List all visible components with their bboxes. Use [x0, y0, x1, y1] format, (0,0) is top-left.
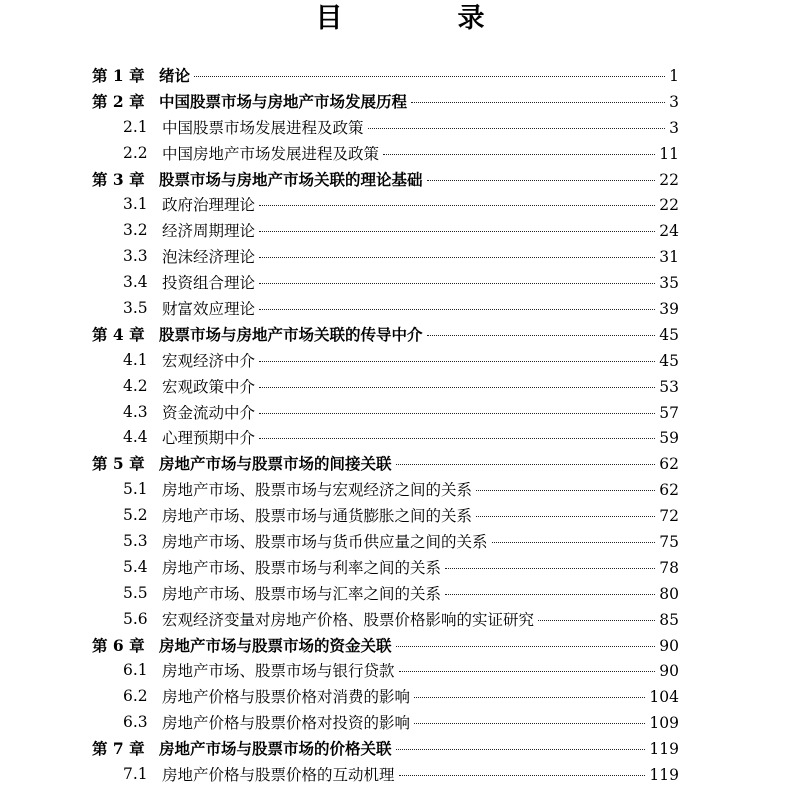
dot-leader	[492, 542, 656, 543]
toc-entry-title: 房地产市场、股票市场与货币供应量之间的关系	[162, 532, 488, 551]
toc-entry-page-number: 62	[659, 455, 679, 474]
toc-entry-number: 5.5	[123, 583, 148, 602]
toc-entry-number: 第 3 章	[92, 169, 145, 189]
toc-section-entry[interactable]	[0, 399, 800, 425]
toc-entry-number: 5.2	[123, 506, 148, 525]
toc-entry-line	[162, 193, 679, 215]
toc-entry-page-number: 80	[659, 584, 679, 603]
toc-chapter-entry[interactable]	[0, 88, 800, 114]
toc-entry-title: 股票市场与房地产市场关联的传导中介	[159, 324, 423, 344]
dot-leader	[396, 464, 656, 465]
toc-entry-line	[162, 504, 679, 526]
dot-leader	[259, 205, 655, 206]
toc-entry-page-number: 39	[659, 299, 679, 318]
toc-entry-number: 5.3	[123, 531, 148, 550]
toc-section-entry[interactable]	[0, 709, 800, 735]
toc-entry-title: 资金流动中介	[162, 403, 256, 422]
toc-entry-number: 2.2	[123, 143, 148, 162]
toc-section-entry[interactable]	[0, 243, 800, 269]
toc-section-entry[interactable]	[0, 269, 800, 295]
toc-entry-title: 房地产市场、股票市场与利率之间的关系	[162, 558, 442, 577]
toc-entry-line	[162, 349, 679, 371]
toc-entry-title: 政府治理理论	[162, 196, 256, 215]
toc-chapter-entry[interactable]	[0, 166, 800, 192]
toc-entry-line	[162, 271, 679, 293]
dot-leader	[396, 749, 646, 750]
toc-entry-title: 房地产市场与股票市场的资金关联	[159, 635, 392, 655]
toc-entry-line	[162, 685, 679, 707]
toc-entry-title: 房地产市场、股票市场与宏观经济之间的关系	[162, 481, 473, 500]
toc-entry-page-number: 90	[659, 636, 679, 655]
toc-entry-title: 股票市场与房地产市场关联的理论基础	[159, 169, 423, 189]
toc-section-entry[interactable]	[0, 476, 800, 502]
toc-entry-number: 3.2	[123, 221, 148, 240]
toc-entry-line	[159, 452, 679, 474]
dot-leader	[445, 594, 655, 595]
toc-section-entry[interactable]	[0, 114, 800, 140]
toc-entry-page-number: 75	[659, 532, 679, 551]
toc-entry-title: 泡沫经济理论	[162, 248, 256, 267]
toc-entry-title: 房地产价格与股票价格对消费的影响	[162, 688, 411, 707]
toc-entry-page-number: 31	[659, 248, 679, 267]
toc-section-entry[interactable]	[0, 217, 800, 243]
toc-entry-number: 第 1 章	[92, 65, 145, 85]
dot-leader	[538, 620, 655, 621]
toc-section-entry[interactable]	[0, 347, 800, 373]
toc-entry-line	[162, 478, 679, 500]
toc-entry-page-number: 119	[649, 765, 679, 784]
toc-entry-number: 3.1	[123, 195, 148, 214]
toc-entry-number: 3.3	[123, 247, 148, 266]
dot-leader	[414, 723, 645, 724]
dot-leader	[399, 671, 656, 672]
dot-leader	[259, 309, 655, 310]
toc-entry-page-number: 53	[659, 377, 679, 396]
dot-leader	[259, 257, 655, 258]
toc-entry-title: 房地产市场、股票市场与汇率之间的关系	[162, 584, 442, 603]
toc-entry-line	[159, 64, 679, 86]
dot-leader	[259, 438, 655, 439]
toc-entry-line	[162, 219, 679, 241]
toc-entry-line	[162, 582, 679, 604]
toc-entry-number: 第 7 章	[92, 739, 145, 759]
toc-entry-page-number: 85	[659, 610, 679, 629]
toc-entry-number: 5.6	[123, 609, 148, 628]
toc-section-entry[interactable]	[0, 580, 800, 606]
toc-entry-title: 绪论	[159, 65, 191, 85]
dot-leader	[414, 697, 645, 698]
toc-section-entry[interactable]	[0, 295, 800, 321]
dot-leader	[411, 102, 665, 103]
toc-entry-title: 心理预期中介	[162, 429, 256, 448]
toc-entry-title: 房地产市场、股票市场与通货膨胀之间的关系	[162, 507, 473, 526]
dot-leader	[383, 154, 655, 155]
toc-entry-page-number: 57	[659, 403, 679, 422]
toc-entry-number: 第 6 章	[92, 635, 145, 655]
toc-section-entry[interactable]	[0, 373, 800, 399]
page-title: 目 录	[315, 3, 529, 34]
toc-section-entry[interactable]	[0, 528, 800, 554]
toc-entry-title: 财富效应理论	[162, 299, 256, 318]
toc-entry-line	[159, 323, 679, 345]
toc-entry-title: 中国房地产市场发展进程及政策	[162, 144, 380, 163]
toc-entry-number: 5.4	[123, 557, 148, 576]
toc-section-entry[interactable]	[0, 657, 800, 683]
toc-entry-title: 房地产市场与股票市场的价格关联	[159, 739, 392, 759]
dot-leader	[368, 128, 665, 129]
toc-entry-line	[162, 711, 679, 733]
dot-leader	[476, 490, 655, 491]
toc-entry-line	[162, 116, 679, 138]
toc-entry-page-number: 109	[649, 714, 679, 733]
dot-leader	[445, 568, 655, 569]
dot-leader	[259, 387, 655, 388]
toc-entry-line	[159, 634, 679, 656]
toc-entry-line	[162, 297, 679, 319]
toc-entry-line	[162, 401, 679, 423]
dot-leader	[427, 180, 656, 181]
toc-entry-page-number: 45	[659, 325, 679, 344]
toc-entry-number: 4.4	[123, 428, 148, 447]
toc-entry-title: 房地产价格与股票价格的互动机理	[162, 765, 395, 784]
toc-section-entry[interactable]	[0, 140, 800, 166]
toc-section-entry[interactable]	[0, 683, 800, 709]
toc-entry-line	[162, 426, 679, 448]
dot-leader	[399, 775, 646, 776]
toc-entry-page-number: 3	[669, 92, 679, 111]
toc-section-entry[interactable]	[0, 606, 800, 632]
toc-section-entry[interactable]	[0, 761, 800, 787]
toc-entry-line	[162, 245, 679, 267]
toc-entry-page-number: 22	[659, 170, 679, 189]
toc-chapter-entry[interactable]	[0, 735, 800, 761]
toc-entry-page-number: 3	[669, 118, 679, 137]
toc-entry-title: 房地产价格与股票价格对投资的影响	[162, 714, 411, 733]
toc-entry-title: 中国股票市场与房地产市场发展历程	[159, 91, 408, 111]
toc-entry-title: 房地产市场、股票市场与银行贷款	[162, 662, 395, 681]
toc-entry-number: 7.1	[123, 764, 148, 783]
toc-entry-page-number: 78	[659, 558, 679, 577]
toc-entry-line	[159, 90, 679, 112]
dot-leader	[427, 335, 656, 336]
toc-entry-title: 经济周期理论	[162, 222, 256, 241]
toc-entry-line	[159, 737, 679, 759]
toc-entry-line	[162, 142, 679, 164]
toc-entry-line	[162, 530, 679, 552]
toc-entry-number: 6.2	[123, 687, 148, 706]
dot-leader	[396, 646, 656, 647]
toc-entry-title: 宏观经济中介	[162, 351, 256, 370]
dot-leader	[194, 76, 665, 77]
table-of-contents	[0, 62, 800, 787]
toc-entry-title: 房地产市场与股票市场的间接关联	[159, 454, 392, 474]
toc-chapter-entry[interactable]	[0, 450, 800, 476]
toc-section-entry[interactable]	[0, 502, 800, 528]
toc-entry-title: 投资组合理论	[162, 274, 256, 293]
toc-chapter-entry[interactable]	[0, 321, 800, 347]
toc-entry-number: 5.1	[123, 480, 148, 499]
toc-entry-page-number: 119	[649, 740, 679, 759]
toc-entry-title: 宏观经济变量对房地产价格、股票价格影响的实证研究	[162, 610, 535, 629]
toc-entry-number: 6.1	[123, 661, 148, 680]
toc-section-entry[interactable]	[0, 424, 800, 450]
toc-chapter-entry[interactable]	[0, 62, 800, 88]
toc-entry-page-number: 22	[659, 196, 679, 215]
toc-entry-number: 3.5	[123, 298, 148, 317]
toc-entry-title: 宏观政策中介	[162, 377, 256, 396]
toc-section-entry[interactable]	[0, 191, 800, 217]
toc-section-entry[interactable]	[0, 554, 800, 580]
toc-entry-title: 中国股票市场发展进程及政策	[162, 118, 364, 137]
toc-entry-line	[162, 608, 679, 630]
toc-entry-line	[162, 763, 679, 785]
toc-entry-number: 4.3	[123, 402, 148, 421]
toc-entry-number: 4.2	[123, 376, 148, 395]
toc-entry-number: 4.1	[123, 350, 148, 369]
toc-entry-page-number: 90	[659, 662, 679, 681]
toc-entry-number: 3.4	[123, 273, 148, 292]
toc-entry-page-number: 1	[669, 66, 679, 85]
toc-entry-number: 6.3	[123, 713, 148, 732]
toc-entry-page-number: 24	[659, 222, 679, 241]
dot-leader	[259, 231, 655, 232]
toc-entry-number: 第 2 章	[92, 91, 145, 111]
toc-entry-line	[162, 375, 679, 397]
toc-entry-page-number: 45	[659, 351, 679, 370]
toc-entry-page-number: 11	[659, 144, 679, 163]
dot-leader	[259, 361, 655, 362]
toc-entry-page-number: 104	[649, 688, 679, 707]
toc-entry-line	[162, 659, 679, 681]
toc-entry-number: 第 4 章	[92, 324, 145, 344]
toc-entry-page-number: 35	[659, 274, 679, 293]
dot-leader	[259, 283, 655, 284]
toc-entry-number: 2.1	[123, 117, 148, 136]
toc-chapter-entry[interactable]	[0, 632, 800, 658]
toc-entry-page-number: 59	[659, 429, 679, 448]
dot-leader	[476, 516, 655, 517]
toc-entry-page-number: 72	[659, 507, 679, 526]
toc-entry-page-number: 62	[659, 481, 679, 500]
toc-entry-number: 第 5 章	[92, 454, 145, 474]
toc-entry-line	[162, 556, 679, 578]
dot-leader	[259, 413, 655, 414]
toc-entry-line	[159, 168, 679, 190]
